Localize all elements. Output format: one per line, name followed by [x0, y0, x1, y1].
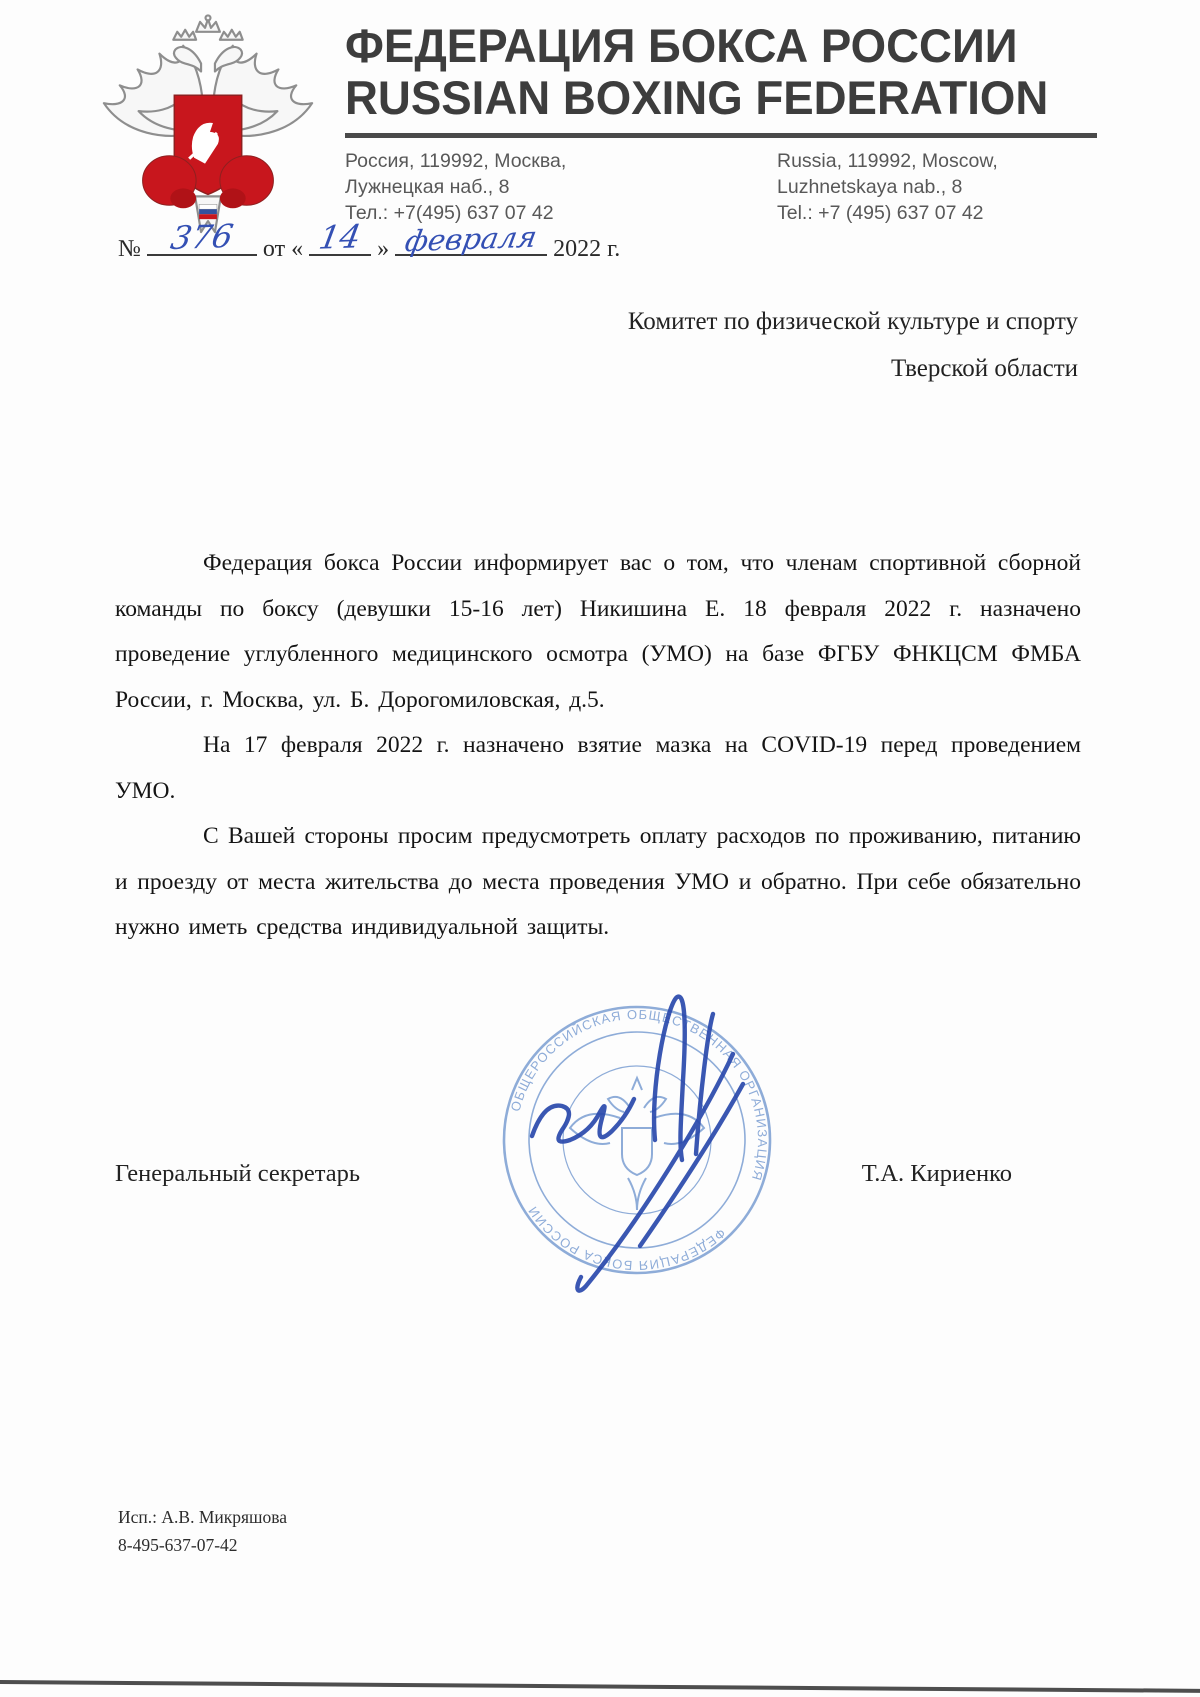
federation-emblem-icon: [92, 10, 324, 238]
document-number-handwritten: 376: [167, 216, 237, 258]
executor-phone: 8-495-637-07-42: [118, 1535, 238, 1555]
number-sign: №: [118, 236, 141, 262]
executor-name: Исп.: А.В. Микряшова: [118, 1507, 288, 1527]
stamp-ring-text-top: ОБЩЕРОССИЙСКАЯ ОБЩЕСТВЕННАЯ ОРГАНИЗАЦИЯ: [507, 1006, 771, 1184]
signer-name: Т.А. Кириенко: [861, 1160, 1012, 1187]
letterhead-addresses: [345, 148, 1097, 226]
from-label: от «: [262, 236, 304, 262]
day-handwritten: 14: [316, 217, 364, 257]
org-name-english: RUSSIAN BOXING FEDERATION: [345, 71, 1049, 124]
letter-body: [115, 541, 1081, 951]
reference-line: [118, 216, 678, 263]
year-label: 2022 г.: [553, 236, 621, 262]
signer-position: Генеральный секретарь: [115, 1160, 361, 1187]
address-english: [721, 148, 1097, 226]
stamp-ring-text-bottom: ФЕДЕРАЦИЯ БОКСА РОССИИ: [524, 1202, 729, 1274]
address-ru-line: Тел.: +7(495) 637 07 42: [345, 202, 554, 224]
official-stamp: [470, 968, 815, 1313]
address-ru-line: Россия, 119992, Москва,: [345, 150, 567, 172]
letterhead: [345, 20, 1103, 226]
address-en-line: Russia, 119992, Moscow,: [777, 150, 998, 172]
address-ru-line: Лужнецкая наб., 8: [345, 176, 510, 198]
recipient-line2: Тверской области: [891, 355, 1078, 382]
quote-close: »: [377, 236, 390, 262]
recipient-line1: Комитет по физической культуре и спорту: [627, 308, 1078, 335]
executor-block: [118, 1503, 287, 1559]
recipient-block: [628, 298, 1078, 392]
address-en-line: Luzhnetskaya nab., 8: [777, 176, 963, 198]
letterhead-divider: [345, 133, 1097, 138]
body-paragraph: На 17 февраля 2022 г. назначено взятие мазка на COVID-19 перед проведением УМО.: [115, 732, 1081, 804]
body-paragraph: Федерация бокса России информирует вас о том, что членам спортивной сборной команды по боксу (девушки 15-16 лет) Никишина Е. 18 февраля 2022 г. назначено проведение углубленного медицинского осмотра (УМО) на базе ФГБУ ФНКЦСМ ФМБА России, г. Москва, ул. Б. Дорогомиловская, д.5.: [115, 550, 1081, 713]
org-name-russian: ФЕДЕРАЦИЯ БОКСА РОССИИ: [345, 19, 1018, 72]
address-en-line: Tel.: +7 (495) 637 07 42: [777, 202, 984, 224]
scan-artifact-line: [0, 1680, 1200, 1692]
month-blank: [395, 219, 547, 259]
month-handwritten: февраля: [402, 219, 540, 259]
address-russian: [345, 148, 721, 226]
day-blank: [309, 217, 371, 257]
body-paragraph: С Вашей стороны просим предусмотреть оплату расходов по проживанию, питанию и проезду от места жительства до места проведения УМО и обратно. При себе обязательно нужно иметь средства индивидуальной защиты.: [115, 823, 1081, 940]
document-number-blank: [147, 216, 257, 258]
